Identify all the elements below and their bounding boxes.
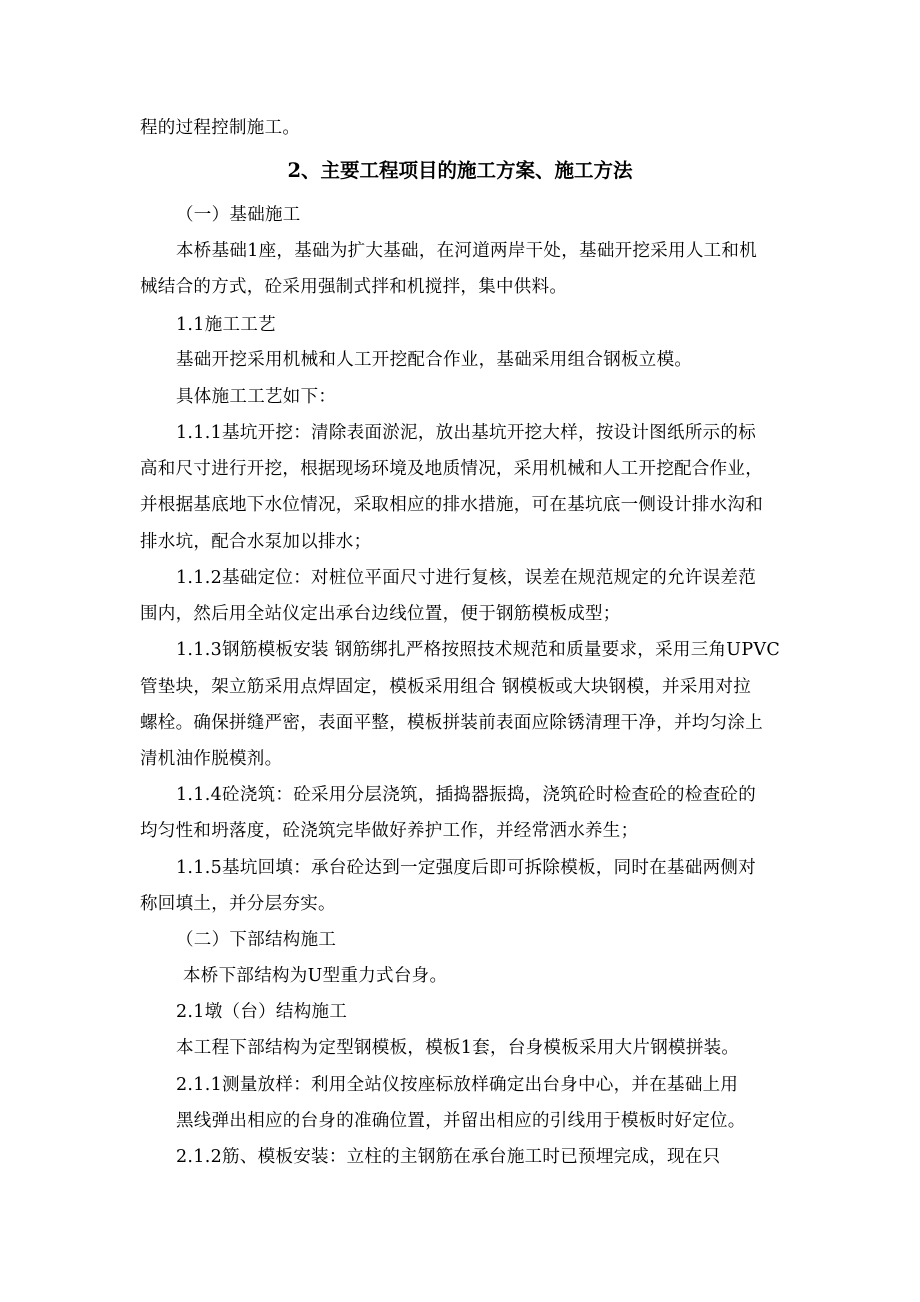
text-line: 1.1.3钢筋模板安装 钢筋绑扎严格按照技术规范和质量要求，采用三角UPVC [176,640,781,660]
subsection-heading: （一）基础施工 [176,205,301,225]
text-line: 械结合的方式，砼采用强制式拌和机搅拌，集中供料。 [140,277,568,297]
text-line: 高和尺寸进行开挖，根据现场环境及地质情况，采用机械和人工开挖配合作业， [140,459,763,479]
text-line: 排水坑，配合水泵加以排水； [140,532,372,552]
text-line: 程的过程控制施工。 [140,118,301,138]
section-heading: 2、主要工程项目的施工方案、施工方法 [287,159,633,182]
text-line: 清机油作脱模剂。 [140,749,283,769]
text-line: 2.1.2筋、模板安装：立柱的主钢筋在承台施工时已预埋完成，现在只 [176,1147,721,1167]
text-line: 本桥下部结构为U型重力式台身。 [183,966,448,986]
text-line: 黑线弹出相应的台身的准确位置，并留出相应的引线用于模板时好定位。 [176,1111,746,1131]
text-line: 1.1.5基坑回填：承台砼达到一定强度后即可拆除模板，同时在基础两侧对 [176,858,757,878]
text-line: 本工程下部结构为定型钢模板，模板1套，台身模板采用大片钢模拼装。 [176,1038,740,1058]
text-line: 均匀性和坍落度，砼浇筑完毕做好养护工作，并经常洒水养生； [140,821,639,841]
text-line: 2.1墩（台）结构施工 [176,1002,348,1022]
text-line: 本桥基础1座，基础为扩大基础，在河道两岸干处，基础开挖采用人工和机 [176,241,758,261]
text-line: 具体施工工艺如下： [176,387,337,407]
text-line: 2.1.1测量放样：利用全站仪按座标放样确定出台身中心，并在基础上用 [176,1075,739,1095]
text-line: 称回填土，并分层夯实。 [140,894,336,914]
text-line: 管垫块，架立筋采用点焊固定，模板采用组合 钢模板或大块钢模，并采用对拉 [140,677,752,697]
text-line: 围内，然后用全站仪定出承台边线位置，便于钢筋模板成型； [140,604,621,624]
text-line: 螺栓。确保拼缝严密，表面平整，模板拼装前表面应除锈清理干净，并均匀涂上 [140,713,763,733]
text-line: 并根据基底地下水位情况，采取相应的排水措施，可在基坑底一侧设计排水沟和 [140,495,763,515]
text-line: 1.1.2基础定位：对桩位平面尺寸进行复核，误差在规范规定的允许误差范 [176,568,757,588]
text-line: 1.1施工工艺 [176,315,276,335]
subsection-heading: （二）下部结构施工 [176,930,337,950]
text-line: 1.1.4砼浇筑：砼采用分层浇筑，插捣器振捣，浇筑砼时检查砼的检查砼的 [176,785,757,805]
text-line: 基础开挖采用机械和人工开挖配合作业，基础采用组合钢板立模。 [176,350,693,370]
text-line: 1.1.1基坑开挖：清除表面淤泥，放出基坑开挖大样，按设计图纸所示的标 [176,423,757,443]
